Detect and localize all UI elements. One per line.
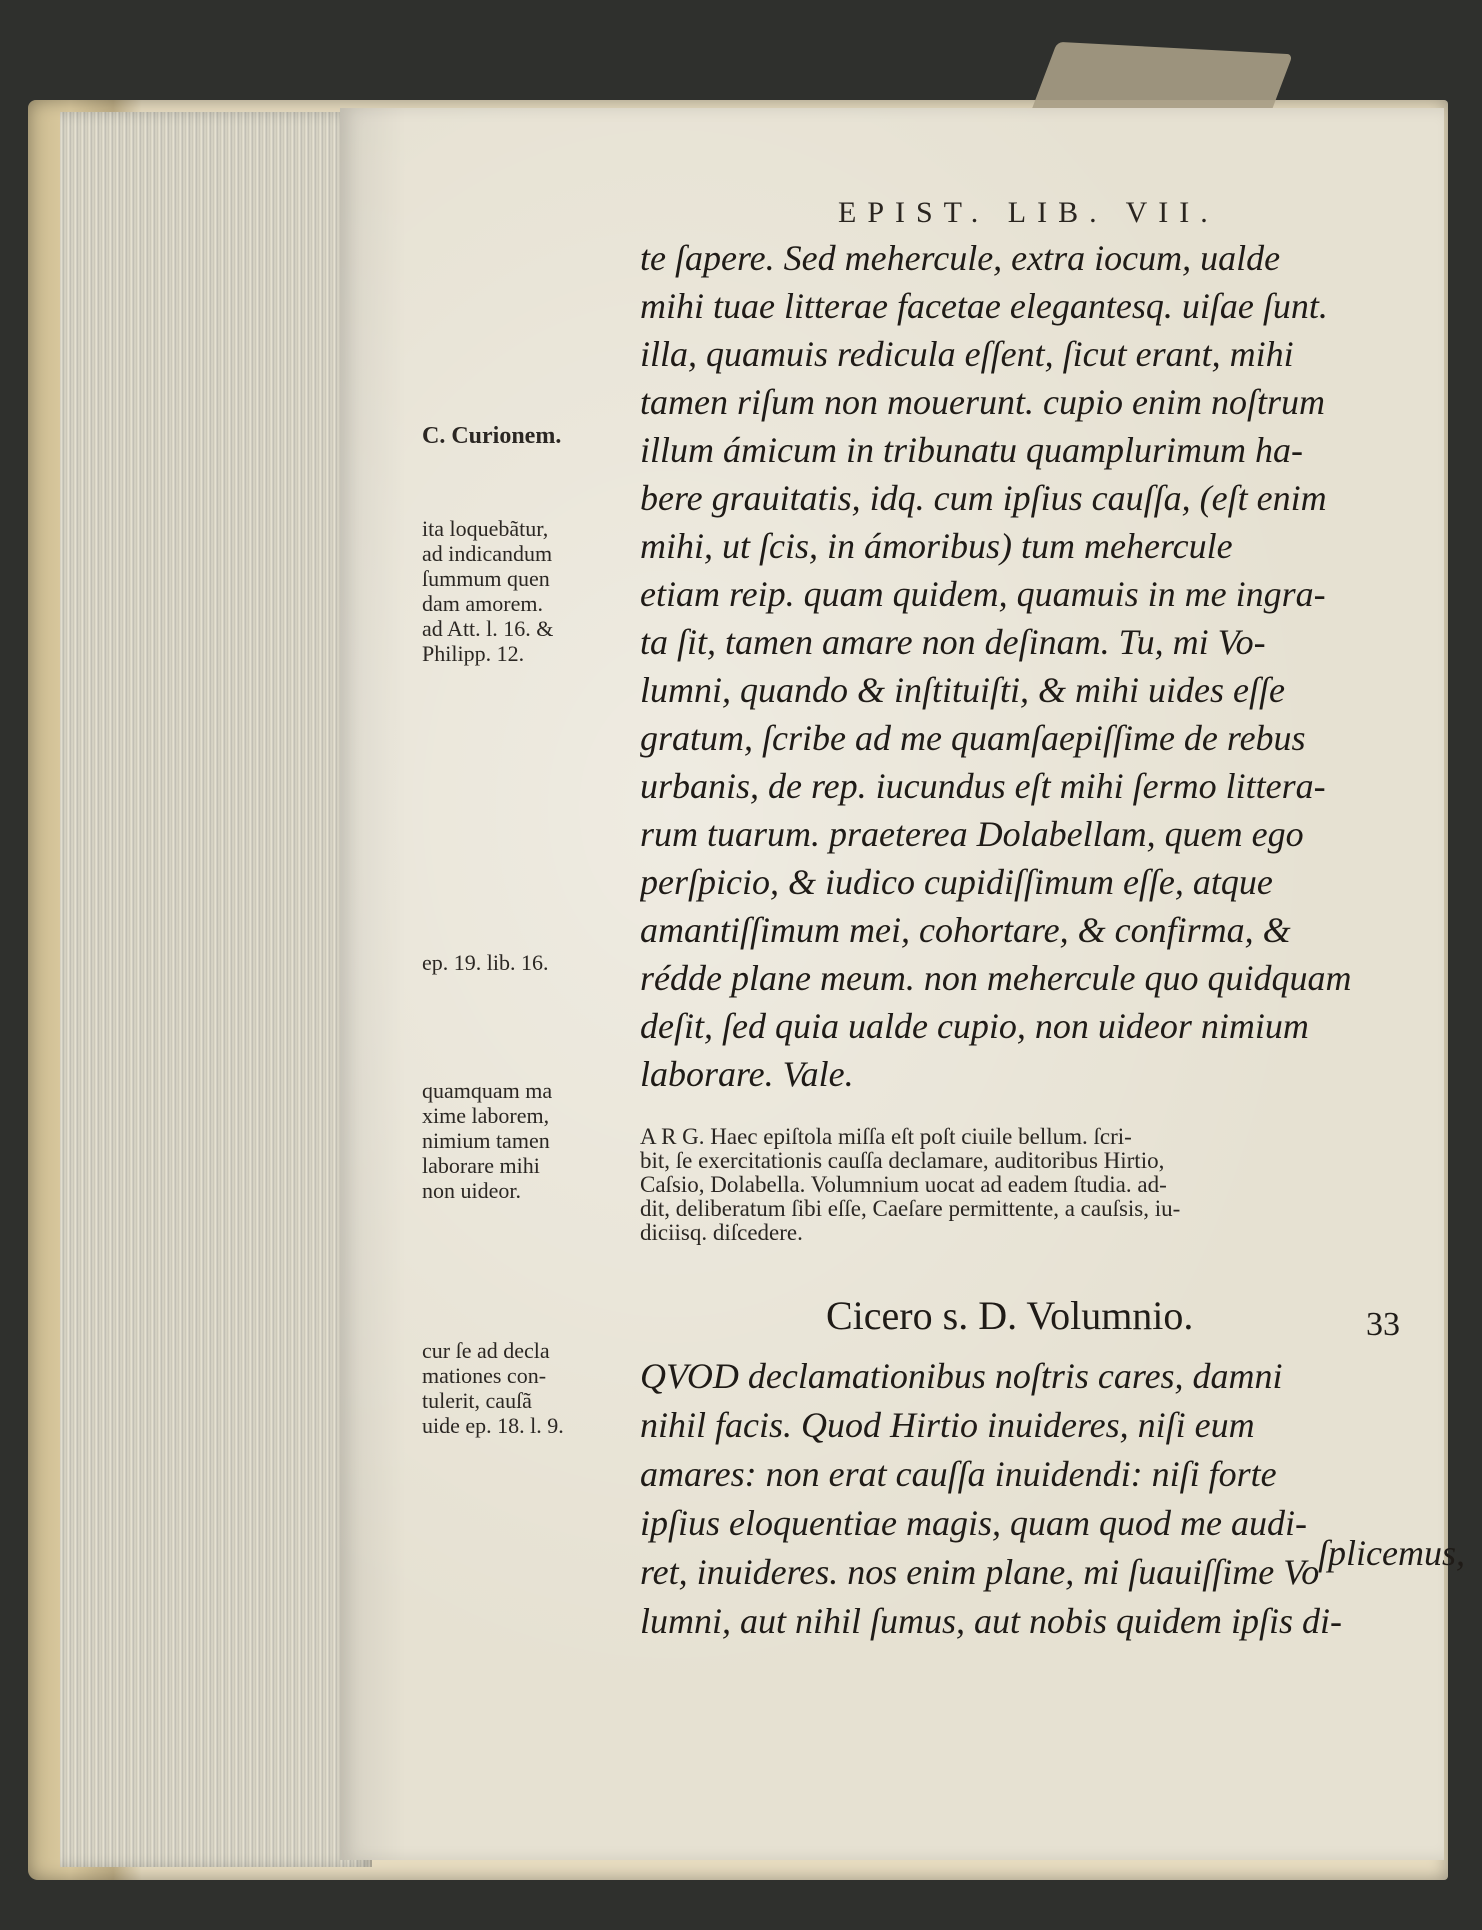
margin-note-line: ſummum quen [422,566,550,591]
margin-note-line: mationes con- [422,1363,547,1388]
text-line: rum tuarum. praeterea Dolabellam, quem ego [640,814,1304,854]
text-line: deſit, ſed quia ualde cupio, non uideor nimium [640,1006,1309,1046]
text-line: illa, quamuis redicula eſſent, ſicut erant, mihi [640,334,1294,374]
catchword: ſplicemus, [1318,1533,1465,1573]
running-head: EPIST. LIB. VII. [838,196,1219,229]
text-line: mihi, ut ſcis, in ámoribus) tum mehercule [640,526,1233,566]
argument-line: diciisq. diſcedere. [640,1220,803,1245]
margin-note [422,1338,632,1438]
text-line: te ſapere. Sed mehercule, extra iocum, ualde [640,238,1281,278]
text-line: perſpicio, & iudico cupidiſſimum eſſe, atque [640,862,1273,902]
margin-note-line: Philipp. 12. [422,641,525,666]
margin-note-line: xime laborem, [422,1103,550,1128]
letter-title: Cicero s. D. Volumnio. [826,1293,1194,1338]
argument-line: dit, deliberatum ſibi eſſe, Caeſare permittente, a cauſsis, iu- [640,1196,1181,1221]
text-line: mihi tuae litterae facetae elegantesq. uiſae ſunt. [640,286,1328,326]
argument-line: bit, ſe exercitationis cauſſa declamare, auditoribus Hirtio, [640,1148,1165,1173]
margin-note-line: ep. 19. lib. 16. [422,950,549,975]
main-text [640,234,1420,1098]
margin-note-line: C. Curionem. [422,423,562,449]
margin-note-line: nimium tamen [422,1128,550,1153]
text-line: urbanis, de rep. iucundus eſt mihi ſermo littera- [640,766,1326,806]
margin-note-line: laborare mihi [422,1153,540,1178]
argument-summary [640,1125,1420,1245]
margin-note-line: uide ep. 18. l. 9. [422,1413,564,1438]
text-line: laborare. Vale. [640,1054,854,1094]
text-line: illum ámicum in tribunatu quamplurimum ha- [640,430,1303,470]
text-line: nihil facis. Quod Hirtio inuideres, niſi eum [640,1405,1255,1445]
argument-line: Caſsio, Dolabella. Volumnium uocat ad eadem ſtudia. ad- [640,1172,1167,1197]
letter-body [640,1352,1420,1646]
letter-number: 33 [1366,1306,1400,1343]
margin-note-line: non uideor. [422,1178,521,1203]
margin-note-line: ita loquebãtur, [422,516,549,541]
margin-note [422,424,632,449]
text-line: tamen riſum non mouerunt. cupio enim noſtrum [640,382,1325,422]
text-line: ta ſit, tamen amare non deſinam. Tu, mi Vo- [640,622,1266,662]
margin-note [422,1078,632,1203]
text-line: ipſius eloquentiae magis, quam quod me audi- [640,1503,1307,1543]
text-line: lumni, quando & inſtituiſti, & mihi uides eſſe [640,670,1285,710]
text-line: QVOD declamationibus noſtris cares, damni [640,1356,1283,1396]
margin-note-line: cur ſe ad decla [422,1338,550,1363]
text-line: bere grauitatis, idq. cum ipſius cauſſa, (eſt enim [640,478,1327,518]
text-line: lumni, aut nihil ſumus, aut nobis quidem ipſis di- [640,1601,1343,1641]
text-line: etiam reip. quam quidem, quamuis in me ingra- [640,574,1326,614]
page-edges [60,112,372,1867]
margin-note [422,950,632,975]
text-line: gratum, ſcribe ad me quamſaepiſſime de rebus [640,718,1306,758]
margin-note-line: quamquam ma [422,1078,553,1103]
text-line: amares: non erat cauſſa inuidendi: niſi forte [640,1454,1277,1494]
text-line: ret, inuideres. nos enim plane, mi ſuauiſſime Vo [640,1552,1320,1592]
text-line: amantiſſimum mei, cohortare, & confirma, & [640,910,1291,950]
margin-note-line: ad indicandum [422,541,553,566]
argument-line: A R G. Haec epiſtola miſſa eſt poſt ciuile bellum. ſcri- [640,1124,1132,1149]
margin-note-line: tulerit, cauſã [422,1388,532,1413]
margin-note-line: ad Att. l. 16. & [422,616,554,641]
margin-note [422,516,632,666]
text-line: rédde plane meum. non mehercule quo quidquam [640,958,1352,998]
margin-note-line: dam amorem. [422,591,543,616]
